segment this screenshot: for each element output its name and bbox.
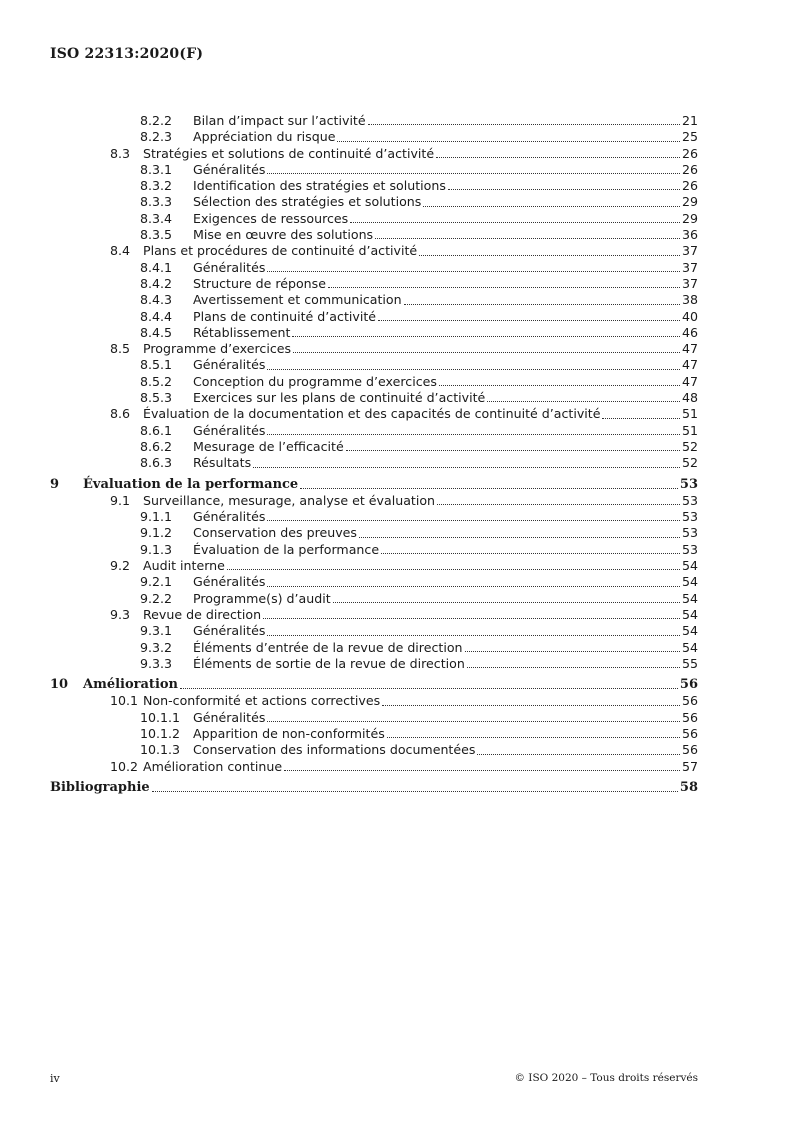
toc-entry-number: 8.5.3 — [140, 390, 173, 406]
toc-entry-page: 53 — [679, 476, 698, 492]
toc-entry[interactable] — [50, 260, 698, 276]
toc-entry-title: Structure de réponse — [193, 275, 326, 291]
toc-entry-number: 8.3.1 — [140, 161, 173, 177]
toc-entry-title: Exigences de ressources — [193, 210, 349, 226]
dot-leader — [381, 552, 680, 554]
toc-entry-page: 56 — [681, 742, 698, 758]
toc-entry-number: 8.3.4 — [140, 210, 173, 226]
toc-entry-title: Revue de direction — [143, 606, 262, 622]
toc-entry-page: 53 — [681, 509, 698, 525]
toc-entry-title: Généralités — [193, 509, 266, 525]
toc-entry-page: 54 — [681, 590, 698, 606]
toc-entry-number: 8.5.2 — [140, 373, 173, 389]
toc-entry-number: 9.1 — [110, 492, 131, 508]
toc-entry[interactable] — [50, 243, 698, 259]
toc-entry[interactable] — [50, 227, 698, 243]
dot-leader — [382, 704, 680, 706]
dot-leader — [350, 221, 680, 223]
toc-entry-number: 8.3.5 — [140, 227, 173, 243]
toc-entry-title: Résultats — [193, 455, 252, 471]
dot-leader — [368, 123, 680, 125]
toc-entry-page: 46 — [681, 324, 698, 340]
toc-entry[interactable] — [50, 439, 698, 455]
toc-entry-number: 10.1 — [110, 693, 139, 709]
toc-entry-title: Appréciation du risque — [193, 129, 336, 145]
toc-entry-page: 57 — [681, 758, 698, 774]
toc-entry-number: 9.1.2 — [140, 525, 173, 541]
toc-entry-title: Conception du programme d’exercices — [193, 373, 437, 389]
toc-entry-title: Stratégies et solutions de continuité d’activité — [143, 145, 435, 161]
toc-entry-title: Généralités — [193, 574, 266, 590]
toc-entry-number: 10.1.2 — [140, 725, 181, 741]
toc-entry[interactable] — [50, 341, 698, 357]
toc-entry-number: 8.2.3 — [140, 129, 173, 145]
dot-leader — [267, 172, 680, 174]
toc-entry-page: 54 — [681, 558, 698, 574]
toc-entry-number: 8.5 — [110, 341, 131, 357]
toc-entry-title: Bibliographie — [50, 779, 150, 795]
toc-entry-page: 51 — [681, 422, 698, 438]
dot-leader — [267, 720, 680, 722]
toc-entry-title: Plans et procédures de continuité d’activité — [143, 243, 418, 259]
toc-entry-title: Rétablissement — [193, 324, 291, 340]
toc-entry-title: Éléments de sortie de la revue de direction — [193, 655, 465, 671]
toc-entry-number: 8.4.3 — [140, 292, 173, 308]
toc-entry[interactable] — [50, 309, 698, 325]
toc-entry[interactable] — [50, 129, 698, 145]
dot-leader — [439, 384, 680, 386]
toc-entry-page: 54 — [681, 574, 698, 590]
toc-entry-number: 8.3.2 — [140, 178, 173, 194]
dot-leader — [263, 617, 680, 619]
toc-entry[interactable] — [50, 759, 698, 775]
toc-entry[interactable] — [50, 357, 698, 373]
dot-leader — [359, 536, 680, 538]
toc-entry-number: 8.6 — [110, 406, 131, 422]
dot-leader — [419, 254, 680, 256]
dot-leader — [253, 466, 680, 468]
dot-leader — [378, 319, 680, 321]
dot-leader — [436, 156, 680, 158]
dot-leader — [467, 666, 680, 668]
toc-entry-page: 29 — [681, 210, 698, 226]
toc-entry-title: Programme(s) d’audit — [193, 590, 331, 606]
toc-entry-number: 10.1.1 — [140, 709, 181, 725]
toc-entry[interactable] — [50, 591, 698, 607]
toc-entry-number: 9.2 — [110, 558, 131, 574]
toc-entry-page: 47 — [681, 373, 698, 389]
toc-entry-title: Plans de continuité d’activité — [193, 308, 377, 324]
toc-entry-title: Évaluation de la performance — [83, 476, 299, 492]
toc-entry-number: 8.4 — [110, 243, 131, 259]
toc-entry-title: Évaluation de la performance — [193, 541, 380, 557]
dot-leader — [227, 568, 680, 570]
toc-entry-page: 53 — [681, 525, 698, 541]
toc-entry[interactable] — [50, 726, 698, 742]
toc-entry-page: 52 — [681, 438, 698, 454]
dot-leader — [292, 335, 680, 337]
toc-entry[interactable] — [50, 325, 698, 341]
toc-entry[interactable] — [50, 509, 698, 525]
toc-entry-title: Amélioration continue — [143, 758, 283, 774]
toc-entry[interactable] — [50, 677, 698, 693]
toc-entry-page: 37 — [681, 259, 698, 275]
toc-entry[interactable] — [50, 558, 698, 574]
toc-entry-page: 26 — [681, 161, 698, 177]
toc-entry-number: 8.2.2 — [140, 113, 173, 128]
toc-entry-page: 54 — [681, 606, 698, 622]
toc-entry-number: 8.5.1 — [140, 357, 173, 373]
toc-entry-title: Généralités — [193, 623, 266, 639]
toc-entry-page: 36 — [681, 227, 698, 243]
toc-entry[interactable] — [50, 477, 698, 493]
toc-entry-number: 9.2.2 — [140, 590, 173, 606]
dot-leader — [337, 140, 680, 142]
toc-entry-number: 8.3.3 — [140, 194, 173, 210]
toc-entry-page: 40 — [681, 308, 698, 324]
toc-entry[interactable] — [50, 113, 698, 129]
toc-entry[interactable] — [50, 742, 698, 758]
toc-entry-title: Mesurage de l’efficacité — [193, 438, 344, 454]
toc-entry-page: 56 — [679, 677, 698, 693]
toc-entry[interactable] — [50, 640, 698, 656]
toc-entry-title: Exercices sur les plans de continuité d’activité — [193, 390, 486, 406]
dot-leader — [267, 368, 680, 370]
toc-entry-title: Généralités — [193, 422, 266, 438]
dot-leader — [328, 286, 680, 288]
toc-entry-number: 9.1.1 — [140, 509, 173, 525]
dot-leader — [300, 487, 678, 489]
toc-entry-number: 9.3.2 — [140, 639, 173, 655]
toc-entry-page: 56 — [681, 709, 698, 725]
table-of-contents — [50, 113, 698, 796]
toc-entry[interactable] — [50, 211, 698, 227]
toc-entry-page: 26 — [681, 178, 698, 194]
toc-entry-page: 21 — [681, 113, 698, 128]
toc-entry[interactable] — [50, 525, 698, 541]
dot-leader — [487, 400, 680, 402]
toc-entry[interactable] — [50, 780, 698, 796]
toc-entry-title: Apparition de non-conformités — [193, 725, 385, 741]
dot-leader — [293, 351, 680, 353]
toc-entry[interactable] — [50, 194, 698, 210]
toc-entry-title: Sélection des stratégies et solutions — [193, 194, 422, 210]
dot-leader — [284, 769, 680, 771]
toc-entry[interactable] — [50, 292, 698, 308]
dot-leader — [267, 433, 680, 435]
toc-entry-number: 10 — [50, 677, 69, 693]
toc-entry-number: 9.3.3 — [140, 655, 173, 671]
toc-entry-page: 37 — [681, 275, 698, 291]
toc-entry-number: 8.6.3 — [140, 455, 173, 471]
dot-leader — [180, 687, 678, 689]
toc-entry-number: 9 — [50, 476, 60, 492]
toc-entry-page: 48 — [681, 390, 698, 406]
toc-entry[interactable] — [50, 178, 698, 194]
dot-leader — [387, 736, 680, 738]
toc-entry-number: 8.3 — [110, 145, 131, 161]
dot-leader — [465, 650, 680, 652]
toc-entry-number: 9.3 — [110, 606, 131, 622]
document-header: ISO 22313:2020(F) — [50, 46, 204, 62]
toc-entry-number: 8.6.2 — [140, 438, 173, 454]
toc-entry[interactable] — [50, 542, 698, 558]
dot-leader — [152, 790, 678, 792]
toc-entry-title: Programme d’exercices — [143, 341, 292, 357]
dot-leader — [346, 449, 680, 451]
toc-entry-page: 38 — [681, 292, 698, 308]
toc-entry-number: 9.2.1 — [140, 574, 173, 590]
toc-entry-title: Bilan d’impact sur l’activité — [193, 113, 366, 128]
toc-entry-title: Mise en œuvre des solutions — [193, 227, 374, 243]
toc-entry-number: 10.1.3 — [140, 742, 181, 758]
toc-entry-title: Non-conformité et actions correctives — [143, 693, 381, 709]
toc-entry-number: 8.6.1 — [140, 422, 173, 438]
toc-entry-title: Généralités — [193, 259, 266, 275]
dot-leader — [437, 503, 680, 505]
toc-entry-title: Audit interne — [143, 558, 225, 574]
toc-entry[interactable] — [50, 162, 698, 178]
toc-entry-number: 9.3.1 — [140, 623, 173, 639]
dot-leader — [448, 188, 680, 190]
toc-entry-page: 47 — [681, 357, 698, 373]
toc-entry-title: Conservation des informations documentées — [193, 742, 476, 758]
toc-entry[interactable] — [50, 493, 698, 509]
toc-entry-page: 37 — [681, 243, 698, 259]
toc-entry[interactable] — [50, 406, 698, 422]
toc-entry-page: 53 — [681, 492, 698, 508]
toc-entry-title: Généralités — [193, 161, 266, 177]
dot-leader — [267, 634, 680, 636]
dot-leader — [267, 585, 680, 587]
toc-entry[interactable] — [50, 276, 698, 292]
toc-entry[interactable] — [50, 146, 698, 162]
toc-entry[interactable] — [50, 623, 698, 639]
toc-entry-page: 25 — [681, 129, 698, 145]
toc-entry-number: 8.4.5 — [140, 324, 173, 340]
toc-entry-number: 8.4.2 — [140, 275, 173, 291]
toc-entry-page: 54 — [681, 623, 698, 639]
dot-leader — [602, 417, 679, 419]
toc-entry-page: 51 — [681, 406, 698, 422]
toc-entry-number: 8.4.4 — [140, 308, 173, 324]
toc-entry-title: Généralités — [193, 709, 266, 725]
toc-entry-number: 8.4.1 — [140, 259, 173, 275]
dot-leader — [267, 270, 680, 272]
toc-entry-title: Généralités — [193, 357, 266, 373]
toc-entry[interactable] — [50, 390, 698, 406]
toc-entry[interactable] — [50, 607, 698, 623]
toc-entry-number: 10.2 — [110, 758, 139, 774]
dot-leader — [333, 601, 680, 603]
toc-entry-page: 54 — [681, 639, 698, 655]
toc-entry-title: Conservation des preuves — [193, 525, 357, 541]
toc-entry-title: Éléments d’entrée de la revue de direction — [193, 639, 463, 655]
toc-entry-page: 56 — [681, 725, 698, 741]
toc-entry-page: 53 — [681, 541, 698, 557]
copyright-notice: © ISO 2020 – Tous droits réservés — [514, 1072, 698, 1084]
toc-entry-title: Surveillance, mesurage, analyse et évaluation — [143, 492, 436, 508]
toc-entry-page: 55 — [681, 655, 698, 671]
toc-entry[interactable] — [50, 423, 698, 439]
toc-entry-page: 47 — [681, 341, 698, 357]
toc-entry[interactable] — [50, 656, 698, 672]
toc-entry[interactable] — [50, 693, 698, 709]
toc-entry-page: 56 — [681, 693, 698, 709]
dot-leader — [267, 519, 680, 521]
dot-leader — [423, 205, 680, 207]
toc-entry-page: 58 — [679, 779, 698, 795]
toc-entry-page: 52 — [681, 455, 698, 471]
toc-entry-title: Amélioration — [83, 677, 178, 693]
dot-leader — [477, 753, 680, 755]
toc-entry[interactable] — [50, 374, 698, 390]
dot-leader — [404, 303, 680, 305]
toc-entry-page: 29 — [681, 194, 698, 210]
toc-entry-number: 9.1.3 — [140, 541, 173, 557]
toc-entry-title: Avertissement et communication — [193, 292, 402, 308]
dot-leader — [375, 237, 680, 239]
toc-entry[interactable] — [50, 574, 698, 590]
toc-entry-title: Évaluation de la documentation et des capacités de continuité d’activité — [143, 406, 601, 422]
toc-entry-title: Identification des stratégies et solutions — [193, 178, 446, 194]
page-number: iv — [50, 1072, 60, 1085]
toc-entry[interactable] — [50, 710, 698, 726]
toc-entry[interactable] — [50, 455, 698, 471]
toc-entry-page: 26 — [681, 145, 698, 161]
